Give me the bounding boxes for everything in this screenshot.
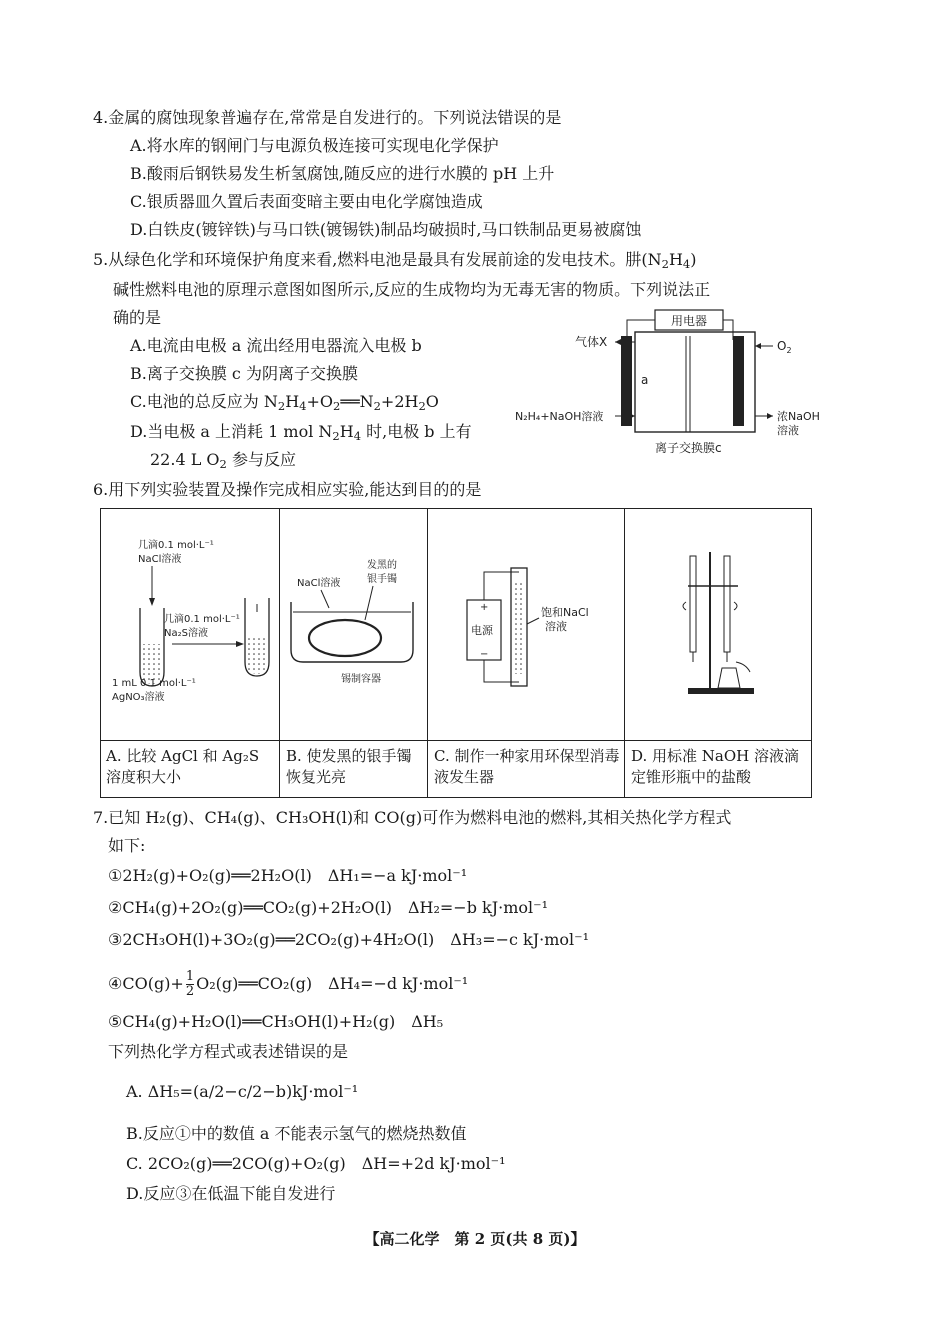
outlet-label-1: 浓NaOH	[777, 410, 820, 423]
q6-col-sep-3	[624, 508, 625, 798]
electrode-a	[621, 336, 632, 426]
label-a: a	[641, 373, 649, 387]
q4-option-a: A.将水库的钢闸门与电源负极连接可实现电化学保护	[130, 136, 499, 155]
q5-stem-line3: 确的是	[113, 308, 162, 327]
device-label: 用电器	[670, 314, 708, 328]
fig-c-label-1: 饱和NaCl	[541, 606, 589, 619]
fig-c-label-2: 溶液	[545, 620, 567, 633]
q5-option-a: A.电流由电极 a 流出经用电器流入电极 b	[130, 336, 422, 355]
q4-option-c: C.银质器皿久置后表面变暗主要由电化学腐蚀造成	[130, 192, 483, 211]
gas-x-label: 气体X	[575, 335, 608, 349]
fig-b-label-3: NaCl溶液	[297, 578, 341, 589]
q6-col-sep-1	[279, 508, 280, 798]
q7-option-b: B.反应①中的数值 a 不能表示氢气的燃烧热数值	[126, 1124, 467, 1143]
q6-caption-a: A. 比较 AgCl 和 Ag₂S 溶度积大小	[106, 747, 260, 786]
fuel-cell-diagram	[515, 302, 830, 462]
fig-a-label-4: Na₂S溶液	[164, 628, 208, 639]
fig-d-titration	[626, 512, 808, 738]
fig-a-test-tubes	[102, 512, 278, 738]
fig-a-label-2: NaCl溶液	[138, 554, 182, 565]
q7-stem-line2: 如下:	[108, 836, 146, 855]
q7-option-c: C. 2CO₂(g)══2CO(g)+O₂(g) ΔH=+2d kJ·mol⁻¹	[126, 1154, 506, 1173]
fig-b-label-1: 发黑的	[367, 560, 397, 571]
q7-eq-5: ⑤CH₄(g)+H₂O(l)══CH₃OH(l)+H₂(g) ΔH₅	[108, 1012, 444, 1031]
q6-caption-c: C. 制作一种家用环保型消毒液发生器	[434, 747, 620, 786]
inlet-label: N₂H₄+NaOH溶液	[515, 410, 604, 423]
q5-stem-line2: 碱性燃料电池的原理示意图如图所示,反应的生成物均为无毒无害的物质。下列说法正	[113, 280, 711, 299]
page-footer: 【高二化学 第 2 页(共 8 页)】	[364, 1230, 586, 1248]
q6-col-sep-2	[427, 508, 428, 798]
q6-stem: 6.用下列实验装置及操作完成相应实验,能达到目的的是	[93, 480, 482, 499]
fig-b-tin-container	[281, 512, 426, 738]
q6-table-divider	[101, 740, 811, 741]
q5-option-b: B.离子交换膜 c 为阴离子交换膜	[130, 364, 358, 383]
minus-sign: −	[480, 649, 489, 660]
fig-b-label-4: 锡制容器	[341, 674, 381, 685]
q5-option-d-line1: D.当电极 a 上消耗 1 mol $N_2H_4$ 时,电极 b 上有	[130, 422, 472, 443]
q5-option-c: C.电池的总反应为 $N_2H_4+O_2══N_2+2H_2O$	[130, 392, 439, 413]
o2-label: $O_2$	[777, 339, 792, 355]
q7-ask: 下列热化学方程式或表述错误的是	[108, 1042, 349, 1061]
q7-eq-1: ①2H₂(g)+O₂(g)══2H₂O(l) ΔH₁=−a kJ·mol⁻¹	[108, 866, 468, 885]
q7-option-d: D.反应③在低温下能自发进行	[126, 1184, 336, 1203]
fig-a-label-5: 1 mL 0.1 mol·L⁻¹	[112, 678, 196, 689]
fig-a-label-6: AgNO₃溶液	[112, 692, 165, 703]
fraction-one-half: $\frac{1}{2}$	[185, 969, 195, 999]
fig-a-label-1: 几滴0.1 mol·L⁻¹	[138, 540, 214, 551]
q5-stem-line1: 5.从绿色化学和环境保护角度来看,燃料电池是最具有发展前途的发电技术。肼$(N_2H_4)$	[93, 250, 697, 271]
q7-eq-2: ②CH₄(g)+2O₂(g)══CO₂(g)+2H₂O(l) ΔH₂=−b kJ·mol⁻¹	[108, 898, 549, 917]
q4-option-d: D.白铁皮(镀锌铁)与马口铁(镀锡铁)制品均破损时,马口铁制品更易被腐蚀	[130, 220, 642, 239]
outlet-label-2: 溶液	[777, 424, 799, 437]
q6-caption-b: B. 使发黑的银手镯恢复光亮	[286, 747, 412, 786]
q6-caption-d: D. 用标准 NaOH 溶液滴定锥形瓶中的盐酸	[631, 747, 800, 786]
fig-c-electrolysis	[429, 512, 623, 738]
q7-option-a: A. ΔH₅=(a/2−c/2−b)kJ·mol⁻¹	[126, 1082, 359, 1101]
q7-eq-3: ③2CH₃OH(l)+3O₂(g)══2CO₂(g)+4H₂O(l) ΔH₃=−c kJ·mol⁻¹	[108, 930, 590, 949]
fig-a-label-3: 几滴0.1 mol·L⁻¹	[164, 614, 240, 625]
q7-eq-4: ④CO(g)+ $\frac{1}{2}$ O₂(g)══CO₂(g) ΔH₄=−d kJ·mol⁻¹	[108, 969, 469, 999]
plus-sign: +	[480, 602, 489, 613]
q5-option-d-line2: 22.4 L $O_2$ 参与反应	[150, 450, 296, 471]
q4-option-b: B.酸雨后钢铁易发生析氢腐蚀,随反应的进行水膜的 pH 上升	[130, 164, 555, 183]
membrane-label: 离子交换膜c	[655, 441, 722, 455]
q4-stem: 4.金属的腐蚀现象普遍存在,常常是自发进行的。下列说法错误的是	[93, 108, 562, 127]
power-label: 电源	[471, 624, 493, 637]
q7-stem-line1: 7.已知 H₂(g)、CH₄(g)、CH₃OH(l)和 CO(g)可作为燃料电池的燃料,其相关热化学方程式	[93, 808, 732, 827]
label-b: b	[733, 373, 741, 387]
fig-b-label-2: 银手镯	[367, 574, 397, 585]
